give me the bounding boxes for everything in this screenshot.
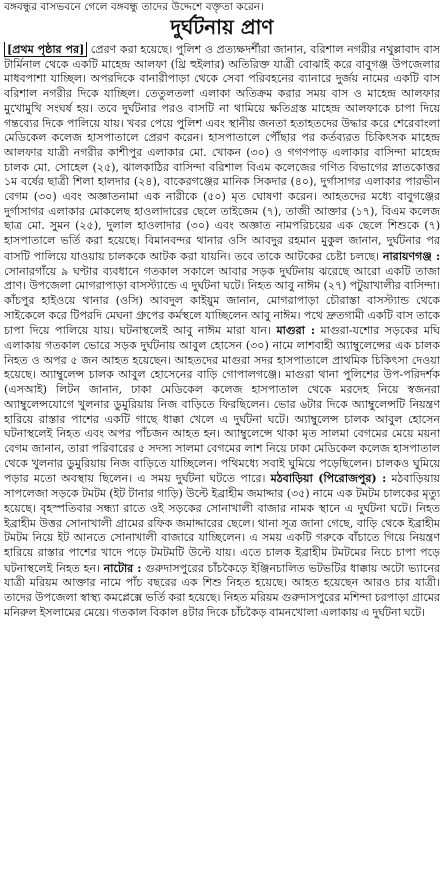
previous-article-last-line: বঙ্গবন্ধুর বাসভবনে গেলে বঙ্গবন্ধু তাদের উদ্দেশে বক্তৃতা করেন।: [4, 1, 264, 13]
body-segment: মঠবাড়িয়ায় সাপলেজা সড়কে টমটম (ইট টানার গাড়ি) উল্টে ইব্রাহীম জমাদ্দার (৩৫) নামে এক টমটম চালকের মৃত্যু হয়েছে। বৃহস্পতিবার সন্ধ্যা রাতে ওই সড়কের সোনাখালী বাজার নামক স্থানে এ দুর্ঘটনা ঘটে। নিহত ইব্রাহীম উত্তর সোনাখালী গ্রামের রফিক জমাদ্দারের ছেলে। থানা সূত্র জানা গেছে, বাড়ি থেকে ইব্রাহীম টমটম নিয়ে ইট আনতে সোনাখালী বাজারে যাচ্ছিলেন। এ সময় একটি গরুকে বাঁচাতে গিয়ে নিয়ন্ত্রণ হারিয়ে রাস্তার পাশের খাদে পড়ে টমটমটি উল্টে যায়। এতে চালক ইব্রাহীম টমটমের নিচে চাপা পড়ে ঘটনাস্থলেই নিহত হন।: [4, 472, 440, 575]
dateline-magura: মাগুরা :: [276, 323, 315, 338]
dateline-natore: নাটোর :: [103, 560, 142, 575]
body-segment: প্রেরণ করা হয়েছে। পুলিশ ও প্রত্যক্ষদর্শীরা জানান, বরিশাল নগরীর নথুল্লাবাদ বাস টার্মিনাল থেকে একটি মাহেন্দ্র আলফা (থ্রি হুইলার) অতিরিক্ত যাত্রী বোঝাই করে বাবুগঞ্জ উপজেলার মাধবপাশা যাচ্ছিল। অপরদিকে বানারীপাড়া থেকে সেবা পরিবহনের ব্যানারে দুর্জয় নামের একটি বাস বরিশাল নগরীর দিকে যাচ্ছিল। তেতুলতলা এলাকা অতিক্রম করার সময় বাস ও মাহেন্দ্র আলফার মুখোমুখি সংঘর্ষ হয়। তবে দুর্ঘটনার পরও বাসটি না থামিয়ে ক্ষতিগ্রস্ত মাহেন্দ্র আলফাকে চাপা দিয়ে গন্তব্যের দিকে পালিয়ে যায়। খবর পেয়ে পুলিশ এবং স্থানীয় জনতা হতাহতদের উদ্ধার করে শেরেবাংলা মেডিকেল কলেজ হাসপাতালে প্রেরণ করেন। হাসপাতালে পৌঁছার পর কর্তব্যরত চিকিৎসক মাহেন্দ্র আলফার যাত্রী নগরীর কাশীপুর এলাকার মো. খোকন (৩০) ও গগণপাড় এলাকার বাসিন্দা মাহেন্দ্র চালক মো. সোহেল (২৫), ঝালকাঠির বাসিন্দা বরিশাল বিএম কলেজের গণিত বিভাগের স্নাতকোত্তর ১ম বর্ষের ছাত্রী শিলা হালদার (২৪), বাকেরগঞ্জের মানিক সিকদার (৪০), দুর্গাসাগর এলাকার পারভীন বেগম (৩০) এবং অজ্ঞাতনামা এক নারীকে (৫০) মৃত ঘোষণা করেন। আহতদের মধ্যে বাবুগঞ্জের দুর্গাসাগর এলাকার মোকলেছ হাওলাদারের ছেলে তাইজেম (৭), তাজী আক্তার (১৭), বিএম কলেজ ছাত্র মো. সুমন (২৫), দুলাল হাওলাদার (৩০) এবং অজ্ঞাত নামপরিচয়ের এক ছেলে শিশুকে (৭) হাসপাতালে ভর্তি করা হয়েছে। বিমানবন্দর থানার ওসি আবদুর রহমান মুকুল জানান, দুর্ঘটনার পর বাসটি পালিয়ে যাওয়ায় চালককে আটক করা যায়নি। তবে তাকে আটকের চেষ্টা চলছে।: [4, 43, 440, 263]
dateline-mathbaria: মঠবাড়িয়া (পিরোজপুর) :: [270, 471, 387, 486]
article-body: [4, 42, 440, 878]
body-segment: সোনারগাঁয়ে ৯ ঘণ্টার ব্যবধানে গতকাল সকালে আবার সড়ক দুর্ঘটনায় ঝরেছে আরো একটি তাজা প্রাণ। উপজেলা মোগরাপাড়া বাসস্ট্যান্ডে এ দুর্ঘটনা ঘটে। নিহত আবু নাঈম (২৭) পটুয়াখালীর বাসিন্দা। কাঁচপুর হাইওয়ে থানার (ওসি) আবদুল কাইয়ুম জানান, মোগরাপাড়া চৌরাস্তা বাসস্ট্যান্ড থেকে সাইকেলে করে টিপরদি মেঘনা গ্রুপের কর্মস্থলে যাচ্ছিলেন আবু নাঈম। পথে দ্রুতগামী একটি বাস তাকে চাপা দিয়ে পালিয়ে যায়। ঘটনাস্থলেই আবু নাঈম মারা যান।: [4, 264, 440, 338]
dateline-narayanganj: নারায়ণগঞ্জ :: [382, 248, 440, 263]
article-headline: দুর্ঘটনায় প্রাণ: [170, 15, 274, 39]
continuation-marker: [প্রথম পৃষ্ঠার পর]: [4, 42, 87, 57]
body-segment: মাগুরা-যশোর সড়কের মঘি এলাকায় গতকাল ভোরে সড়ক দুর্ঘটনায় আবুল হোসেন (৩০) নামে লাশবাহী অ্যাম্বুলেন্সের এক চালক নিহত ও অপর ৫ জন আহত হয়েছেন। আহতদের মাগুরা সদর হাসপাতালে প্রাথমিক চিকিৎসা দেওয়া হয়েছে। অ্যাম্বুলেন্স চালক আবুল হোসেনের বাড়ি গোপালগঞ্জে। মাগুরা থানা পুলিশের উপ-পরিদর্শক (এসআই) লিটন জানান, ঢাকা মেডিকেল কলেজ হাসপাতাল থেকে মরদেহ নিয়ে স্বজনরা অ্যাম্বুলেন্সযোগে খুলনার ডুমুরিয়ায় নিজ বাড়িতে ফিরছিলেন। ভোর ৬টার দিকে অ্যাম্বুলেন্সটি নিয়ন্ত্রণ হারিয়ে রাস্তার পাশের একটি গাছে ধাক্কা খেলে এ দুর্ঘটনা ঘটে। অ্যাম্বুলেন্স চালক আবুল হোসেন ঘটনাস্থলেই নিহত এবং অপর পাঁচজন আহত হন। অ্যাম্বুলেন্সে থাকা মৃত সালমা বেগমের মেয়ে ময়না বেগম জানান, তারা পরিবারের ৫ সদস্য সালমা বেগমের লাশ নিয়ে ঢাকা মেডিকেল কলেজ হাসপাতাল থেকে খুলনার ডুমুরিয়ায় নিজ বাড়িতে যাচ্ছিলেন। পথিমধ্যে সবাই ঘুমিয়ে পড়েছিলেন। চালকও ঘুমিয়ে পড়ার মতো অবস্থায় ছিলেন। এ সময় দুর্ঘটনা ঘটতে পারে।: [4, 324, 440, 486]
body-segment: গুরুদাসপুরের চাঁচকৈড়ে ইঞ্জিনচালিত ভটভটির ধাক্কায় অটো ভ্যানের যাত্রী মরিয়ম আক্তার নামে পাঁচ বছরের এক শিশু নিহত হয়েছে। আহত হয়েছেন আরও চার যাত্রী। তাদের উপজেলা স্বাস্থ্য কমপ্লেক্সে ভর্তি করা হয়েছে। নিহত মরিয়ম গুরুদাসপুরের মশিন্দা চরপাড়া গ্রামের মনিরুল ইসলামের মেয়ে। গতকাল বিকাল ৪টার দিকে চাঁচকৈড় বামনখোলা এলাকায় এ দুর্ঘটনা ঘটে।: [4, 561, 440, 619]
